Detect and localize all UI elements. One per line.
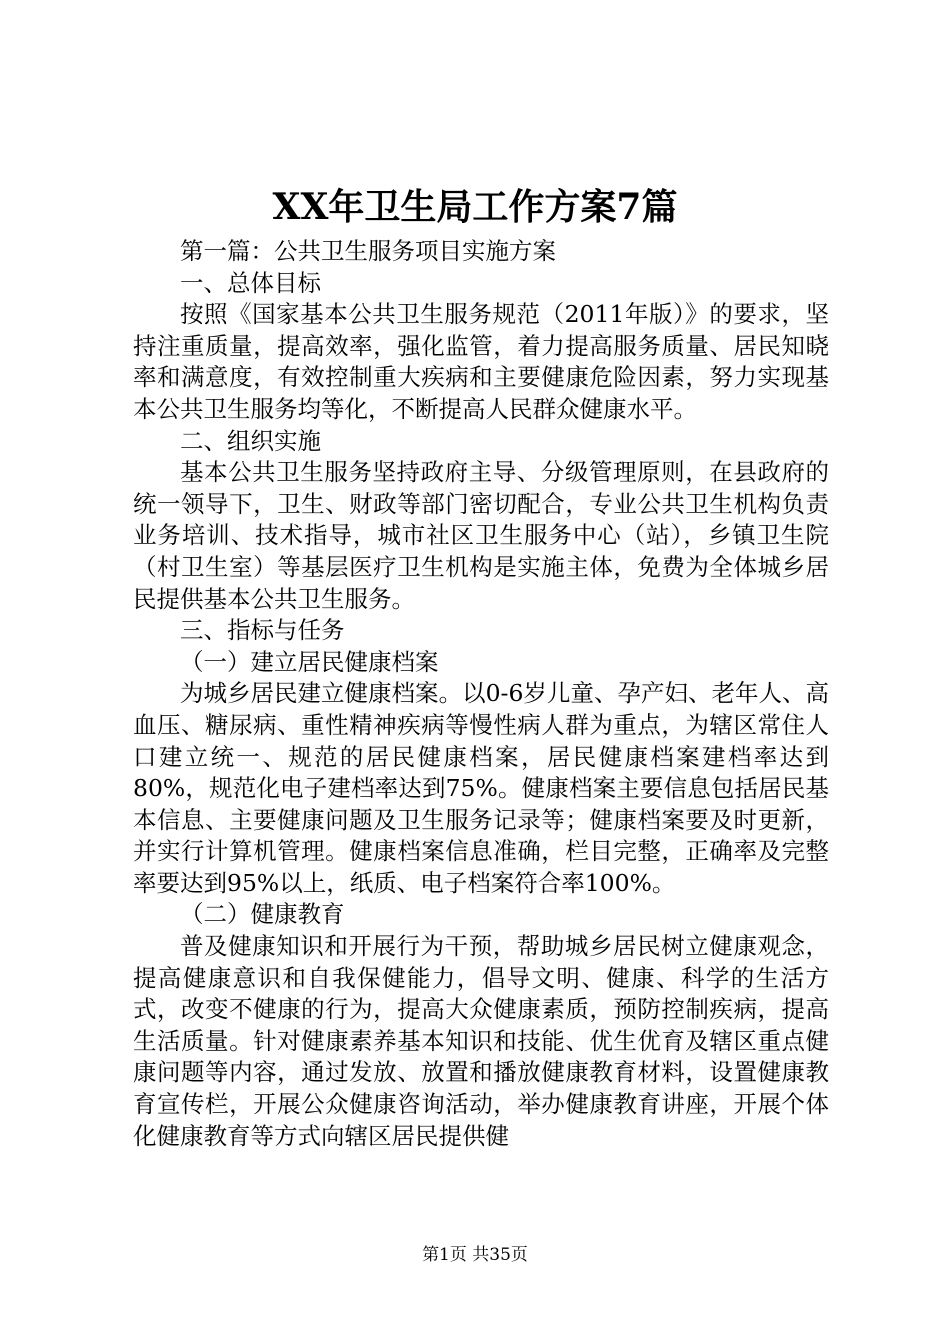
- paragraph-organization: 基本公共卫生服务坚持政府主导、分级管理原则，在县政府的统一领导下，卫生、财政等部门密切配合，专业公共卫生机构负责业务培训、技术指导，城市社区卫生服务中心（站），乡镇卫生院（村卫生室）等基层医疗卫生机构是实施主体，免费为全体城乡居民提供基本公共卫生服务。: [133, 458, 829, 613]
- section-heading-part-one: 第一篇：公共卫生服务项目实施方案: [180, 237, 556, 265]
- section-heading-organization: 二、组织实施: [180, 426, 321, 455]
- subsection-heading-health-records: （一）建立居民健康档案: [180, 647, 439, 676]
- paragraph-health-education: 普及健康知识和开展行为干预，帮助城乡居民树立健康观念，提高健康意识和自我保健能力，倡导文明、健康、科学的生活方式，改变不健康的行为，提高大众健康素质，预防控制疾病，提高生活质量。针对健康素养基本知识和技能、优生优育及辖区重点健康问题等内容，通过发放、放置和播放健康教育材料，设置健康教育宣传栏，开展公众健康咨询活动，举办健康教育讲座，开展个体化健康教育等方式向辖区居民提供健: [133, 932, 829, 1150]
- paragraph-health-records: 为城乡居民建立健康档案。以0-6岁儿童、孕产妇、老年人、高血压、糖尿病、重性精神疾病等慢性病人群为重点，为辖区常住人口建立统一、规范的居民健康档案，居民健康档案建档率达到80%，规范化电子建档率达到75%。健康档案主要信息包括居民基本信息、主要健康问题及卫生服务记录等；健康档案要及时更新，并实行计算机管理。健康档案信息准确，栏目完整，正确率及完整率要达到95%以上，纸质、电子档案符合率100%。: [133, 679, 829, 897]
- document-body: [133, 236, 829, 1152]
- document-title: XX年卫生局工作方案7篇: [272, 186, 678, 228]
- section-heading-indicators: 三、指标与任务: [180, 616, 345, 645]
- page-footer: 第1页 共35页: [422, 1245, 528, 1265]
- paragraph-overall-goal: 按照《国家基本公共卫生服务规范（2011年版）》的要求，坚持注重质量，提高效率，强化监管，着力提高服务质量、居民知晓率和满意度，有效控制重大疾病和主要健康危险因素，努力实现基本公共卫生服务均等化，不断提高人民群众健康水平。: [133, 300, 829, 423]
- subsection-heading-health-education: （二）健康教育: [180, 900, 345, 929]
- section-heading-overall-goal: 一、总体目标: [180, 268, 321, 297]
